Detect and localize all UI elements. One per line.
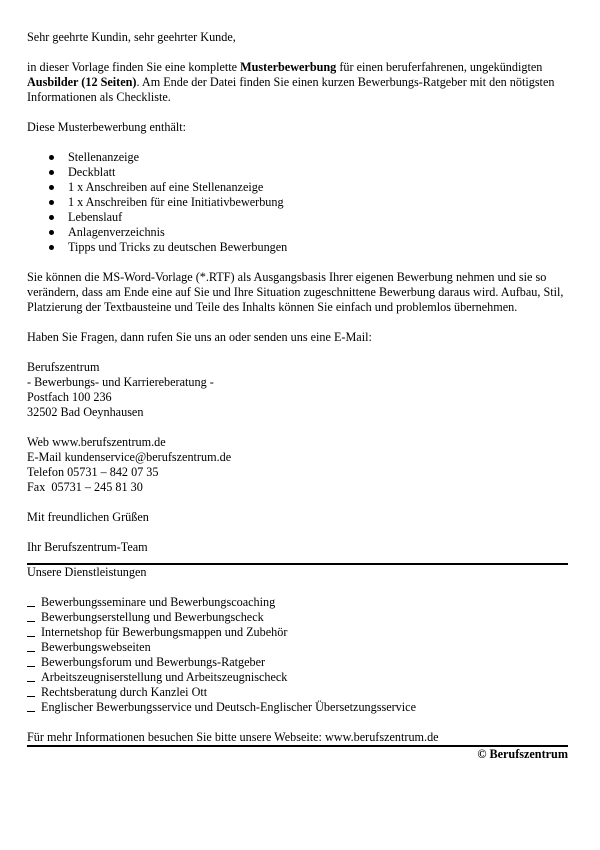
intro-bold-ausbilder: Ausbilder (12 Seiten): [27, 75, 137, 89]
list-item: Anlagenverzeichnis: [27, 225, 568, 240]
closing: Mit freundlichen Grüßen: [27, 510, 149, 524]
usage-paragraph: Sie können die MS-Word-Vorlage (*.RTF) als Ausgangsbasis Ihrer eigenen Bewerbung nehmen und sie so verändern, dass am Ende eine auf Sie und Ihre Situation zugeschnittene Bewerbung daraus wird. Aufbau, Stil, Platzierung der Textbausteine und Teile des Inhalts können Sie einfach und problemlos übernehmen.: [27, 270, 564, 314]
list-item: Rechtsberatung durch Kanzlei Ott: [27, 685, 568, 700]
contact-email: E-Mail kundenservice@berufszentrum.de: [27, 450, 232, 464]
services-title: Unsere Dienstleistungen: [27, 565, 147, 579]
contents-heading: Diese Musterbewerbung enthält:: [27, 120, 187, 134]
list-item: Arbeitszeugniserstellung und Arbeitszeugnischeck: [27, 670, 568, 685]
list-item: Bewerbungsseminare und Bewerbungscoaching: [27, 595, 568, 610]
contact-fax: Fax 05731 – 245 81 30: [27, 480, 143, 494]
list-item: Tipps und Tricks zu deutschen Bewerbungen: [27, 240, 568, 255]
intro-text-1: in dieser Vorlage finden Sie eine komplette: [27, 60, 241, 74]
intro-paragraph: [27, 60, 568, 105]
list-item: Stellenanzeige: [27, 150, 568, 165]
list-item: Bewerbungswebseiten: [27, 640, 568, 655]
intro-bold-musterbewerbung: Musterbewerbung: [240, 60, 337, 74]
contact-block: [27, 435, 568, 495]
list-item: Internetshop für Bewerbungsmappen und Zubehör: [27, 625, 568, 640]
address-sub: - Bewerbungs- und Karriereberatung -: [27, 375, 214, 389]
list-item: Bewerbungsforum und Bewerbungs-Ratgeber: [27, 655, 568, 670]
list-item: Englischer Bewerbungsservice und Deutsch-Englischer Übersetzungsservice: [27, 700, 568, 715]
list-item: Deckblatt: [27, 165, 568, 180]
services-list: [27, 595, 568, 715]
contact-phone: Telefon 05731 – 842 07 35: [27, 465, 159, 479]
list-item: 1 x Anschreiben auf eine Stellenanzeige: [27, 180, 568, 195]
address-org: Berufszentrum: [27, 360, 100, 374]
postal-address: [27, 360, 568, 420]
questions-line: Haben Sie Fragen, dann rufen Sie uns an oder senden uns eine E-Mail:: [27, 330, 372, 344]
contents-list: [27, 150, 568, 255]
contact-web: Web www.berufszentrum.de: [27, 435, 166, 449]
copyright: © Berufszentrum: [477, 747, 568, 761]
greeting: Sehr geehrte Kundin, sehr geehrter Kunde,: [27, 30, 236, 44]
list-item: 1 x Anschreiben für eine Initiativbewerbung: [27, 195, 568, 210]
list-item: Lebenslauf: [27, 210, 568, 225]
signature: Ihr Berufszentrum-Team: [27, 540, 148, 554]
address-postbox: Postfach 100 236: [27, 390, 112, 404]
intro-text-3: . Am Ende der Datei finden Sie einen kurzen Bewerbungs-Ratgeber mit den nötigsten Informationen als Checkliste.: [27, 75, 555, 104]
list-item: Bewerbungserstellung und Bewerbungscheck: [27, 610, 568, 625]
more-info-line: Für mehr Informationen besuchen Sie bitte unsere Webseite: www.berufszentrum.de: [27, 730, 439, 744]
document-page: [27, 30, 568, 762]
intro-text-2: für einen beruferfahrenen, ungekündigten: [336, 60, 543, 74]
address-city: 32502 Bad Oeynhausen: [27, 405, 144, 419]
